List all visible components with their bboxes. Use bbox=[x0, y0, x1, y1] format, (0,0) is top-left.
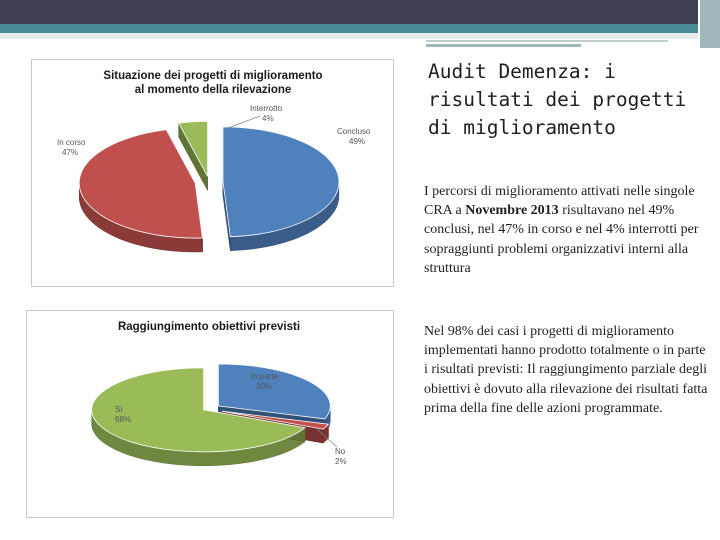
chart-title: Raggiungimento obiettivi previsti bbox=[117, 321, 301, 333]
title-rule-bottom bbox=[426, 44, 581, 47]
chart-title: al momento della rilevazione bbox=[134, 84, 292, 96]
pie-label-value: 49% bbox=[349, 137, 366, 146]
paragraph-goals: Nel 98% dei casi i progetti di miglioramento implementati hanno prodotto totalmente o in parte i risultati previsti: Il raggiungimento parziale degli obiettivi è dovuto alla rilevazione dei risultati fatta prima della fine delle azioni programmate. bbox=[424, 324, 708, 416]
pie-label-category: Interrotto bbox=[250, 104, 283, 113]
paragraph-text: I percorsi di miglioramento attivati nelle singole CRA a bbox=[424, 184, 695, 219]
pie-label-category: In corso bbox=[57, 138, 86, 147]
chart-goals-achievement-svg bbox=[27, 311, 393, 517]
top-band-light bbox=[0, 33, 720, 39]
pie-slice-in-corso bbox=[79, 130, 202, 252]
pie-label-category: No bbox=[335, 447, 346, 456]
slide-title: Audit Demenza: i risultati dei progetti di miglioramento bbox=[428, 60, 687, 139]
title-rule-top bbox=[426, 40, 668, 42]
chart-goals-achievement bbox=[26, 310, 394, 518]
pie-label-value: 68% bbox=[115, 415, 132, 424]
pie-label-category: Sì bbox=[115, 405, 123, 414]
pie-label-value: 30% bbox=[256, 382, 273, 391]
top-corner-block bbox=[698, 0, 720, 48]
pie-label-value: 4% bbox=[262, 114, 274, 123]
top-band-dark bbox=[0, 0, 720, 24]
chart-title: Situazione dei progetti di miglioramento bbox=[103, 70, 323, 82]
chart-project-status bbox=[31, 59, 394, 287]
pie-label-in-corso bbox=[57, 138, 86, 157]
pie-label-value: 2% bbox=[335, 457, 347, 466]
chart-project-status-svg bbox=[32, 60, 393, 286]
pie-label-concluso bbox=[337, 127, 371, 146]
pie-slice-concluso bbox=[223, 127, 339, 251]
paragraph-date: Novembre 2013 bbox=[465, 203, 559, 219]
pie-label-category: Concluso bbox=[337, 127, 371, 136]
pie-label-category: In parte bbox=[251, 372, 279, 381]
paragraph-text: risultavano nel 49% conclusi, nel 47% in corso e nel 4% interrotti per sopraggiunti problemi organizzativi interni alla struttura bbox=[424, 203, 699, 276]
pie-label-interrotto bbox=[228, 104, 283, 128]
top-band-teal bbox=[0, 24, 720, 33]
pie-label-value: 47% bbox=[62, 148, 79, 157]
paragraph-project-status bbox=[424, 182, 709, 278]
pie-leader-line bbox=[228, 116, 260, 128]
